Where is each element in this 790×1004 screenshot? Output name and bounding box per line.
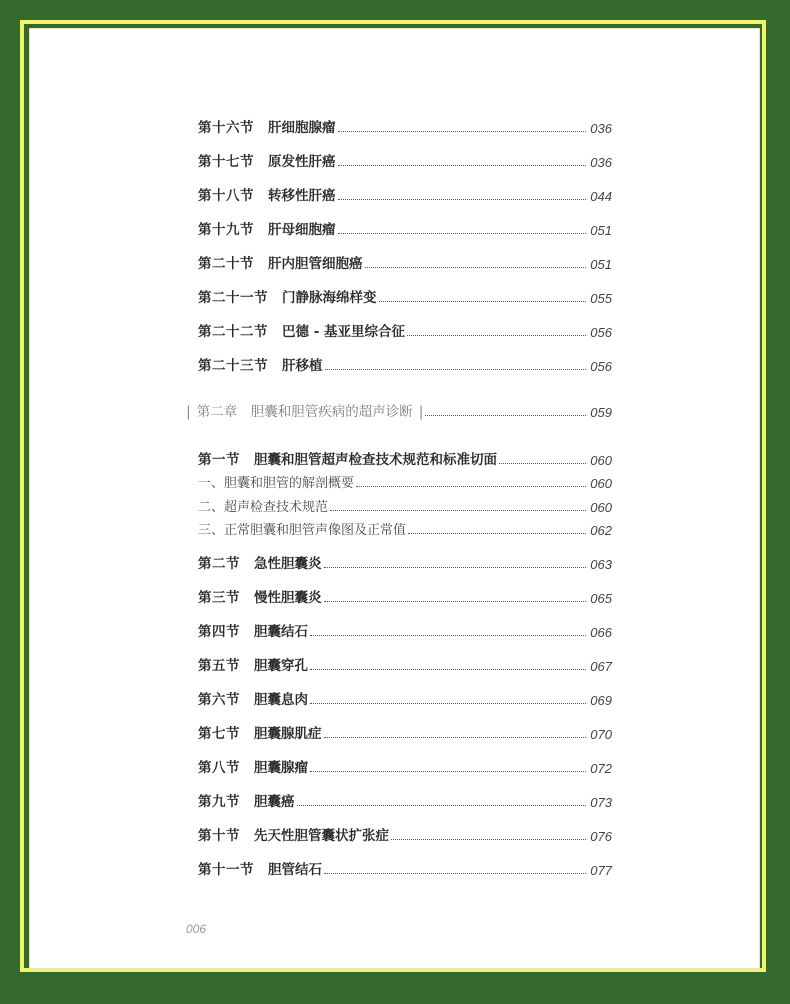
toc-sub-entry[interactable] [198,516,612,538]
toc-entry[interactable] [198,754,612,776]
section-number: 第二十三节 [198,358,268,374]
leader-dots [338,199,587,200]
section-title: 胆囊结石 [254,624,308,640]
toc-entry[interactable] [198,148,612,170]
chapter-title: 第二章 胆囊和胆管疾病的超声诊断 [196,404,413,420]
section-title: 先天性胆管囊状扩张症 [254,828,389,844]
section-title: 胆囊腺肌症 [254,726,322,742]
section-number: 第三节 [198,590,240,606]
section-number: 第九节 [198,794,240,810]
page-ref: 065 [590,591,612,606]
page-ref: 067 [590,659,612,674]
chapter-bar-right: | [418,404,424,420]
section-number: 第八节 [198,760,240,776]
page-ref: 051 [590,223,612,238]
page-ref: 072 [590,761,612,776]
leader-dots [391,839,586,840]
page-ref: 069 [590,693,612,708]
table-of-contents [30,29,759,968]
leader-dots [499,463,586,464]
sub-title: 一、胆囊和胆管的解剖概要 [198,476,355,491]
section-title: 转移性肝癌 [268,188,336,204]
sub-title: 三、正常胆囊和胆管声像图及正常值 [198,523,407,538]
section-number: 第二十一节 [198,290,268,306]
toc-entry[interactable] [198,720,612,742]
toc-sub-entry[interactable] [198,469,612,491]
leader-dots [338,165,587,166]
section-number: 第十八节 [198,188,254,204]
sub-title: 二、超声检查技术规范 [198,500,329,515]
section-title: 肝移植 [282,358,323,374]
leader-dots [407,335,586,336]
section-number: 第十节 [198,828,240,844]
page-ref: 060 [590,500,612,515]
page-ref: 044 [590,189,612,204]
leader-dots [379,301,587,302]
document-page [29,28,760,969]
page-ref: 076 [590,829,612,844]
section-title: 肝细胞腺瘤 [268,120,336,136]
section-number: 第五节 [198,658,240,674]
toc-entry[interactable] [198,584,612,606]
section-title: 胆管结石 [268,862,322,878]
leader-dots [338,233,587,234]
section-number: 第十七节 [198,154,254,170]
leader-dots [310,669,586,670]
toc-entry[interactable] [198,318,612,340]
page-ref: 059 [590,405,612,420]
leader-dots [330,510,586,511]
toc-entry[interactable] [198,686,612,708]
toc-entry[interactable] [198,856,612,878]
page-ref: 060 [590,476,612,491]
page-ref: 066 [590,625,612,640]
section-title: 巴德 - 基亚里综合征 [282,324,406,340]
leader-dots [338,131,587,132]
section-number: 第六节 [198,692,240,708]
leader-dots [365,267,587,268]
leader-dots [310,771,586,772]
toc-entry[interactable] [198,618,612,640]
chapter-heading[interactable] [186,398,612,420]
leader-dots [325,369,587,370]
toc-entry[interactable] [198,114,612,136]
section-number: 第十一节 [198,862,254,878]
page-ref: 063 [590,557,612,572]
page-ref: 073 [590,795,612,810]
section-number: 第二十二节 [198,324,268,340]
page-ref: 060 [590,453,612,468]
page-ref: 055 [590,291,612,306]
section-title: 急性胆囊炎 [254,556,322,572]
leader-dots [310,703,586,704]
leader-dots [425,415,586,416]
section-number: 第一节 [198,452,240,468]
toc-entry[interactable] [198,550,612,572]
toc-entry[interactable] [198,284,612,306]
leader-dots [324,601,587,602]
leader-dots [310,635,586,636]
leader-dots [324,737,587,738]
section-title: 原发性肝癌 [268,154,336,170]
leader-dots [408,533,586,534]
toc-entry[interactable] [198,352,612,374]
page-ref: 036 [590,121,612,136]
section-title: 门静脉海绵样变 [282,290,377,306]
section-number: 第二十节 [198,256,254,272]
chapter-bar-left: | [186,404,191,420]
section-title: 肝母细胞瘤 [268,222,336,238]
page-ref: 070 [590,727,612,742]
section-number: 第七节 [198,726,240,742]
section-title: 胆囊腺瘤 [254,760,308,776]
section-number: 第十六节 [198,120,254,136]
toc-entry[interactable] [198,446,612,468]
toc-entry[interactable] [198,788,612,810]
leader-dots [297,805,587,806]
page-ref: 062 [590,523,612,538]
page-ref: 036 [590,155,612,170]
page-ref: 051 [590,257,612,272]
toc-entry[interactable] [198,216,612,238]
page-ref: 077 [590,863,612,878]
toc-sub-entry[interactable] [198,493,612,515]
page-ref: 056 [590,359,612,374]
section-number: 第四节 [198,624,240,640]
toc-entry[interactable] [198,652,612,674]
toc-entry[interactable] [198,250,612,272]
toc-entry[interactable] [198,182,612,204]
section-title: 肝内胆管细胞癌 [268,256,363,272]
section-number: 第十九节 [198,222,254,238]
section-title: 胆囊和胆管超声检查技术规范和标准切面 [254,452,497,468]
page-ref: 056 [590,325,612,340]
section-title: 胆囊穿孔 [254,658,308,674]
leader-dots [356,486,586,487]
page-number: 006 [186,922,207,936]
section-title: 胆囊癌 [254,794,295,810]
leader-dots [324,873,586,874]
section-number: 第二节 [198,556,240,572]
toc-entry[interactable] [198,822,612,844]
leader-dots [324,567,587,568]
section-title: 胆囊息肉 [254,692,308,708]
section-title: 慢性胆囊炎 [254,590,322,606]
